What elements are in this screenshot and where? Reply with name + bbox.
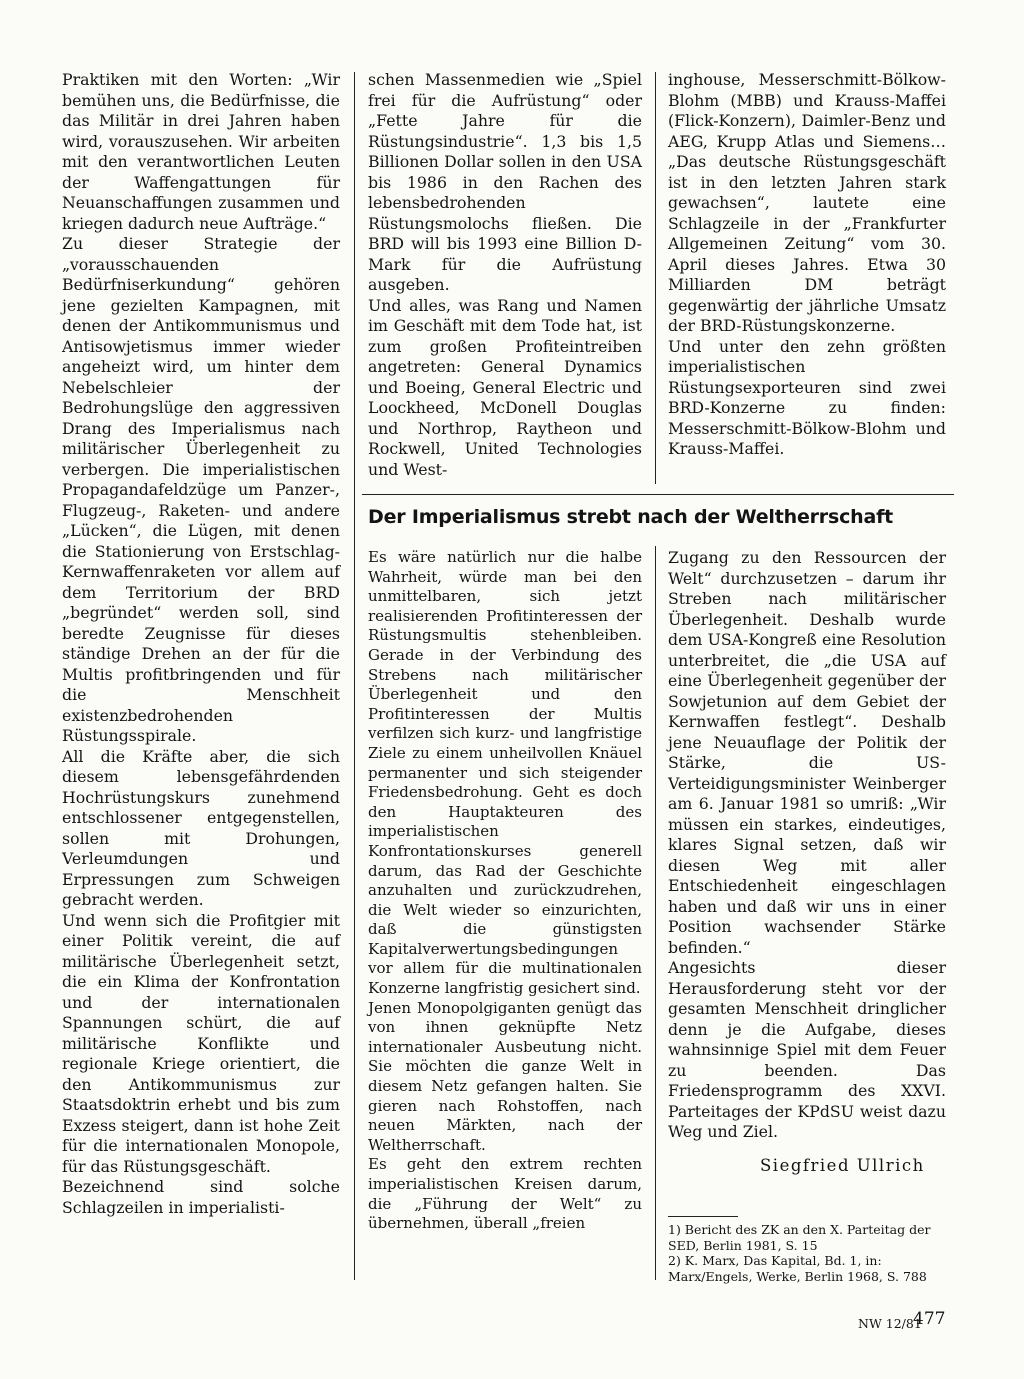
column-3 (668, 70, 946, 460)
paragraph: Und alles, was Rang und Namen im Geschäft mit dem Tode hat, ist zum großen Profiteintreiben angetreten: General Dynamics und Boeing, General Electric und Loockheed, McDonell Douglas und Northrop, Raytheon und Rockwell, United Technologies und West- (368, 295, 642, 479)
paragraph: Und unter den zehn größten imperialistischen Rüstungsexporteuren sind zwei BRD-Konzerne zu finden: Messerschmitt-Bölkow-Blohm und Krauss-Maffei. (668, 336, 946, 458)
paragraph: Angesichts dieser Herausforderung steht vor der gesamten Menschheit dringlicher denn je die Aufgabe, dieses wahnsinnige Spiel mit dem Feuer zu beenden. Das Friedensprogramm des XXVI. Parteitages der KPdSU weist dazu Weg und Ziel. (668, 958, 946, 1141)
paragraph: schen Massenmedien wie „Spiel frei für die Aufrüstung“ oder „Fette Jahre für die Rüstungsindustrie“. 1,3 bis 1,5 Billionen Dollar sollen in den USA bis 1986 in den Rachen des lebensbedrohenden Rüstungsmolochs fließen. Die BRD will bis 1993 eine Billion D-Mark für die Aufrüstung ausgeben. (368, 70, 642, 294)
journal-issue: NW 12/81 (858, 1316, 922, 1331)
paragraph: Es wäre natürlich nur die halbe Wahrheit, würde man bei den unmittelbaren, sich jetzt realisierenden Profitinteressen der Rüstungsmultis stehenbleiben. Gerade in der Verbindung des Strebens nach militärischer Überlegenheit und den Profitinteressen der Multis verfilzen sich kurz- und langfristige Ziele zu einem unheilvollen Knäuel permanenter und sich steigender Friedensbedrohung. Geht es doch den Hauptakteuren des imperialistischen Konfrontationskurses generell darum, das Rad der Geschichte anzuhalten und zurückzudrehen, die Welt wieder so einzurichten, daß die günstigsten Kapitalverwertungsbedingungen vor allem für die multinationalen Konzerne langfristig gesichert sind. (368, 548, 642, 998)
column-rule-upper (655, 72, 656, 484)
paragraph: Jenen Monopolgiganten genügt das von ihnen geknüpfte Netz internationaler Ausbeutung nicht. Sie möchten die ganze Welt in diesem Netz gefangen halten. Sie gieren nach Rohstoffen, nach neuen Märkten, nach der Weltherrschaft. (368, 998, 642, 1154)
footnote: 2) K. Marx, Das Kapital, Bd. 1, in: Marx/Engels, Werke, Berlin 1968, S. 788 (668, 1253, 927, 1284)
page-number: 477 (913, 1309, 946, 1329)
footnote: 1) Bericht des ZK an den X. Parteitag der SED, Berlin 1981, S. 15 (668, 1222, 931, 1253)
paragraph: Und wenn sich die Profitgier mit einer Politik vereint, die auf militärische Überlegenheit setzt, die ein Klima der Konfrontation und der internationalen Spannungen schürt, die auf militärische Konflikte und regionale Kriege orientiert, die den Antikommunismus zur Staatsdoktrin erhebt und bis zum Exzess steigert, dann ist hohe Zeit für die internationalen Monopole, für das Rüstungsgeschäft. (62, 910, 340, 1176)
paragraph: Zu dieser Strategie der „vorausschauenden Bedürfniserkundung“ gehören jene gezielten Kampagnen, mit denen der Antikommunismus und Antisowjetismus immer wieder angeheizt wird, um hinter dem Nebelschleier der Bedrohungslüge den aggressiven Drang des Imperialismus nach militärischer Überlegenheit zu verbergen. Die imperialistischen Propagandafeldzüge um Panzer-, Flugzeug-, Raketen- und andere „Lücken“, die Lügen, mit denen die Stationierung von Erstschlag-Kernwaffenraketen vor allem auf dem Territorium der BRD „begründet“ werden soll, sind beredte Zeugnisse für dieses ständige Drehen an der für die Multis profitbringenden und für die Menschheit existenzbedrohenden Rüstungsspirale. (62, 234, 340, 745)
paragraph: Es geht den extrem rechten imperialistischen Kreisen darum, die „Führung der Welt“ zu übernehmen, überall „freien (368, 1155, 642, 1233)
section-heading: Der Imperialismus strebt nach der Weltherrschaft (368, 506, 894, 528)
column-1 (62, 70, 340, 1218)
paragraph: Zugang zu den Ressourcen der Welt“ durchzusetzen – darum ihr Streben nach militärischer Überlegenheit. Deshalb wurde dem USA-Kongreß eine Resolution unterbreitet, die „die USA auf eine Überlegenheit gegenüber der Sowjetunion auf dem Gebiet der Kernwaffen festlegt“. Deshalb jene Neuauflage der Politik der Stärke, die US-Verteidigungsminister Weinberger am 6. Januar 1981 so umriß: „Wir müssen ein starkes, eindeutiges, klares Signal setzen, daß wir diesen Weg mit aller Entschiedenheit eingeschlagen haben und daß wir uns in einer Position wachsender Stärke befinden.“ (668, 548, 946, 957)
column-rule-lower (655, 546, 656, 1280)
paragraph: All die Kräfte aber, die sich diesem lebensgefährdenden Hochrüstungskurs zunehmend entschlossener entgegenstellen, sollen mit Drohungen, Verleumdungen und Erpressungen zum Schweigen gebracht werden. (62, 746, 340, 909)
column-2 (368, 70, 642, 480)
section-rule (362, 494, 954, 495)
paragraph: inghouse, Messerschmitt-Bölkow-Blohm (MBB) und Krauss-Maffei (Flick-Konzern), Daimler-Benz und AEG, Krupp Atlas und Siemens… „Das deutsche Rüstungsgeschäft ist in den letzten Jahren stark gewachsen“, lautete eine Schlagzeile in der „Frankfurter Allgemeinen Zeitung“ vom 30. April dieses Jahres. Etwa 30 Milliarden DM beträgt gegenwärtig der jährliche Umsatz der BRD-Rüstungskonzerne. (668, 70, 946, 335)
paragraph: Bezeichnend sind solche Schlagzeilen in imperialisti- (62, 1177, 340, 1217)
column-5 (668, 548, 946, 1143)
column-4 (368, 548, 642, 1234)
paragraph: Praktiken mit den Worten: „Wir bemühen uns, die Bedürfnisse, die das Militär in drei Jahren haben wird, vorauszusehen. Wir arbeiten mit den verantwortlichen Leuten der Waffengattungen für Neuanschaffungen zusammen und kriegen dadurch neue Aufträge.“ (62, 70, 340, 233)
column-rule-left (354, 72, 355, 1280)
footnotes (668, 1222, 953, 1284)
author-signature: Siegfried Ullrich (760, 1156, 925, 1175)
footnote-rule (668, 1216, 738, 1217)
